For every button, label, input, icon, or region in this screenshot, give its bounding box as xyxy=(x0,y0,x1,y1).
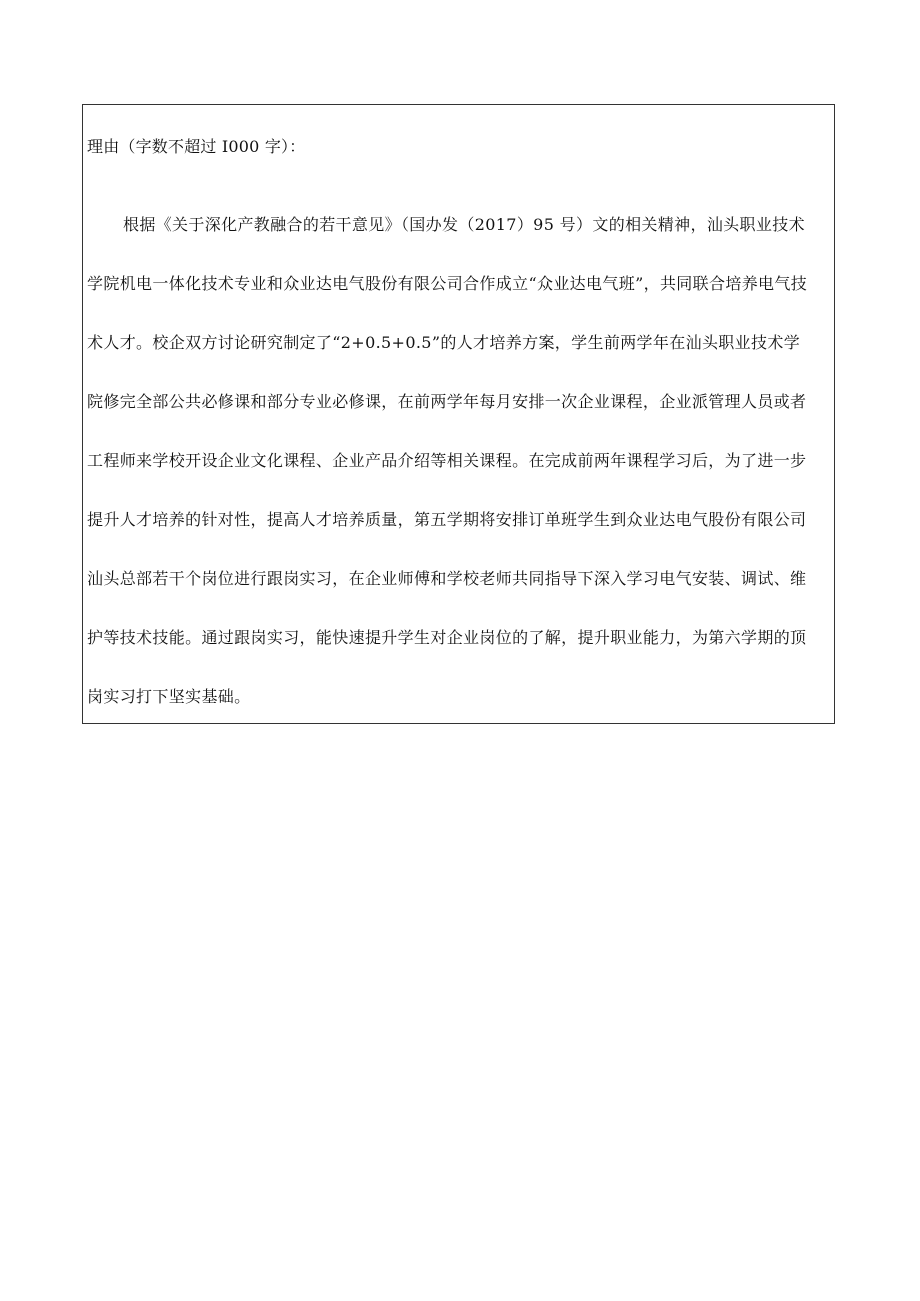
body-line: 根据《关于深化产教融合的若干意见》（国办发（2017）95 号）文的相关精神，汕头职业技术 xyxy=(123,215,805,234)
body-line: 术人才。校企双方讨论研究制定了“2+0.5+0.5”的人才培养方案，学生前两学年在汕头职业技术学 xyxy=(87,333,801,352)
reason-text-box xyxy=(82,104,835,724)
body-line: 护等技术技能。通过跟岗实习，能快速提升学生对企业岗位的了解，提升职业能力，为第六学期的顶 xyxy=(87,628,807,647)
body-line: 工程师来学校开设企业文化课程、企业产品介绍等相关课程。在完成前两年课程学习后，为了进一步 xyxy=(87,451,807,470)
body-line: 院修完全部公共必修课和部分专业必修课，在前两学年每月安排一次企业课程，企业派管理人员或者 xyxy=(87,392,807,411)
body-line: 提升人才培养的针对性，提高人才培养质量，第五学期将安排订单班学生到众业达电气股份有限公司 xyxy=(87,510,807,529)
body-line: 学院机电一体化技术专业和众业达电气股份有限公司合作成立“众业达电气班”，共同联合培养电气技 xyxy=(87,274,808,293)
reason-heading: 理由（字数不超过 I000 字）： xyxy=(87,137,306,156)
body-line: 汕头总部若干个岗位进行跟岗实习，在企业师傅和学校老师共同指导下深入学习电气安装、调试、维 xyxy=(87,569,807,588)
body-line: 岗实习打下坚实基础。 xyxy=(87,687,251,706)
reason-body xyxy=(87,213,832,744)
